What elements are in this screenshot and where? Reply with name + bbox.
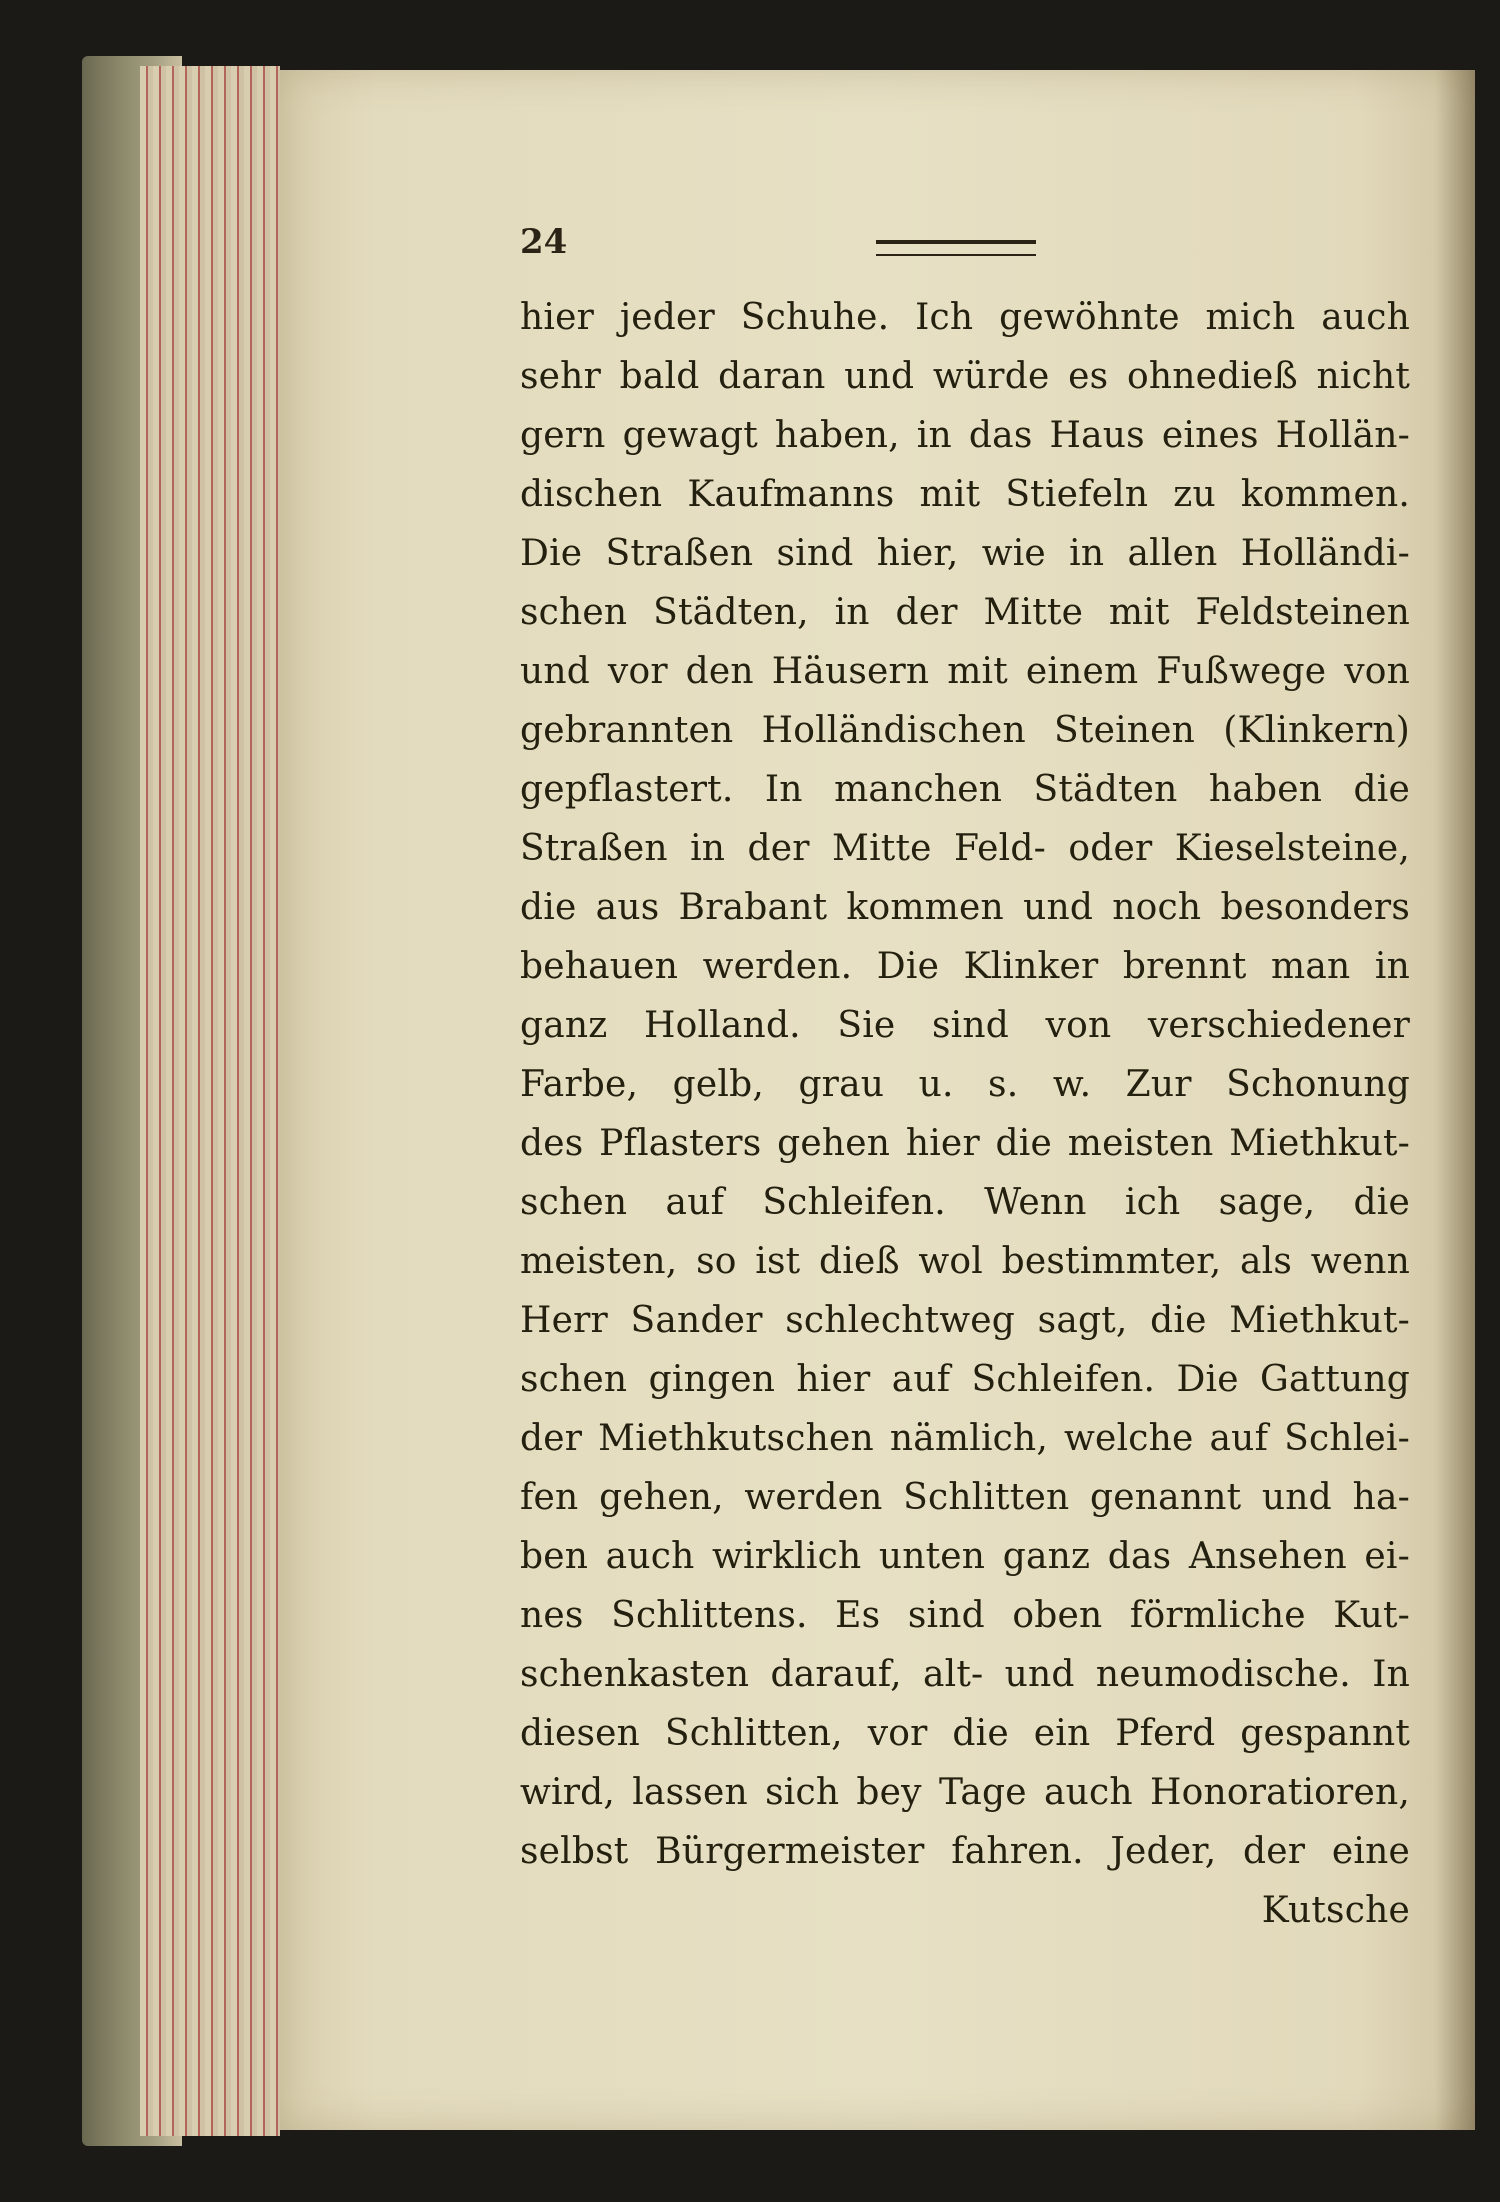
text-line: schen auf Schleifen. Wenn ich sage, die — [520, 1182, 1410, 1223]
text-line: Die Straßen sind hier, wie in allen Holländi- — [520, 533, 1410, 574]
text-line: diesen Schlitten, vor die ein Pferd gespannt — [520, 1713, 1410, 1754]
text-line: wird, lassen sich bey Tage auch Honoratioren, — [520, 1772, 1410, 1813]
text-line: schenkasten darauf, alt- und neumodische. In — [520, 1654, 1410, 1695]
spine-shadow — [1435, 70, 1475, 2130]
text-line: behauen werden. Die Klinker brennt man in — [520, 946, 1410, 987]
text-line: ben auch wirklich unten ganz das Ansehen ei- — [520, 1536, 1410, 1577]
text-line: dischen Kaufmanns mit Stiefeln zu kommen. — [520, 474, 1410, 515]
page-edges — [140, 66, 280, 2136]
text-line: gebrannten Holländischen Steinen (Klinkern) — [520, 710, 1410, 751]
body-text — [520, 288, 1410, 1940]
text-line: und vor den Häusern mit einem Fußwege von — [520, 651, 1410, 692]
text-line: ganz Holland. Sie sind von verschiedener — [520, 1005, 1410, 1046]
text-line: gern gewagt haben, in das Haus eines Hollän- — [520, 415, 1410, 456]
text-line: der Miethkutschen nämlich, welche auf Schlei- — [520, 1418, 1410, 1459]
text-line: selbst Bürgermeister fahren. Jeder, der eine — [520, 1831, 1410, 1872]
text-line: schen gingen hier auf Schleifen. Die Gattung — [520, 1359, 1410, 1400]
text-line: gepflastert. In manchen Städten haben die — [520, 769, 1410, 810]
text-line: die aus Brabant kommen und noch besonders — [520, 887, 1410, 928]
text-line: des Pflasters gehen hier die meisten Miethkut- — [520, 1123, 1410, 1164]
text-line: nes Schlittens. Es sind oben förmliche Kut- — [520, 1595, 1410, 1636]
text-line: Straßen in der Mitte Feld- oder Kieselsteine, — [520, 828, 1410, 869]
header-rule — [876, 240, 1036, 256]
catchword: Kutsche — [1261, 1890, 1410, 1931]
text-line: sehr bald daran und würde es ohnedieß nicht — [520, 356, 1410, 397]
book-page — [280, 70, 1475, 2130]
text-line: Herr Sander schlechtweg sagt, die Miethkut- — [520, 1300, 1410, 1341]
page-number: 24 — [520, 222, 568, 262]
text-line: hier jeder Schuhe. Ich gewöhnte mich auch — [520, 297, 1410, 338]
text-line: schen Städten, in der Mitte mit Feldsteinen — [520, 592, 1410, 633]
text-line: Farbe, gelb, grau u. s. w. Zur Schonung — [520, 1064, 1410, 1105]
text-line: fen gehen, werden Schlitten genannt und ha- — [520, 1477, 1410, 1518]
text-line: meisten, so ist dieß wol bestimmter, als wenn — [520, 1241, 1410, 1282]
